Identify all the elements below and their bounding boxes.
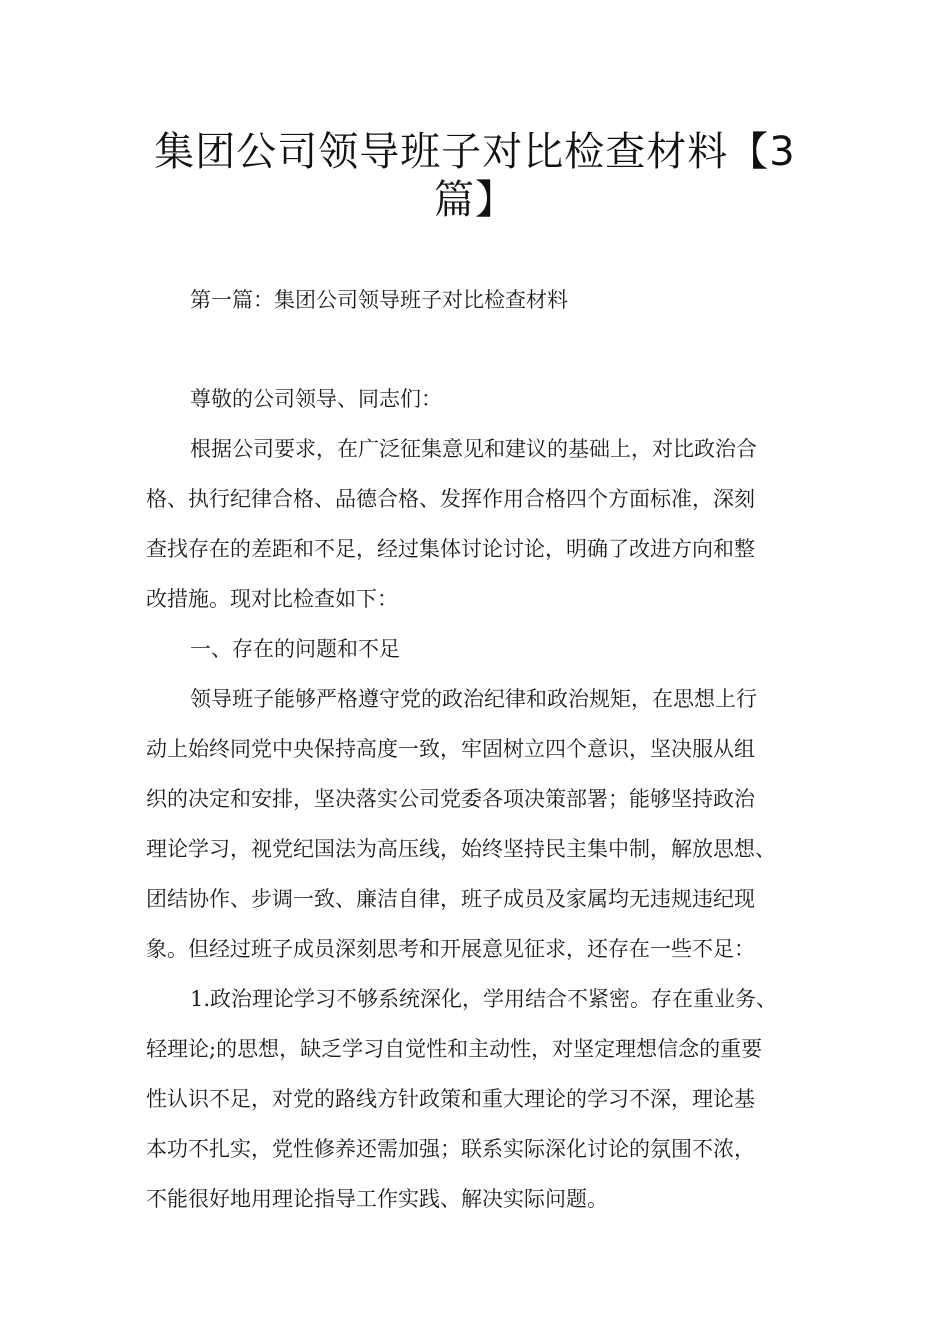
- body-line: 根据公司要求，在广泛征集意见和建议的基础上，对比政治合: [190, 437, 757, 461]
- body-line: 性认识不足，对党的路线方针政策和重大理论的学习不深，理论基: [146, 1087, 755, 1111]
- body-line: 领导班子能够严格遵守党的政治纪律和政治规矩，在思想上行: [190, 687, 757, 711]
- body-line: 查找存在的差距和不足，经过集体讨论讨论，明确了改进方向和整: [146, 537, 755, 561]
- body-line: 格、执行纪律合格、品德合格、发挥作用合格四个方面标准，深刻: [146, 487, 755, 511]
- body-line: 不能很好地用理论指导工作实践、解决实际问题。: [146, 1187, 608, 1211]
- body-line: 本功不扎实，党性修养还需加强；联系实际深化讨论的氛围不浓，: [146, 1137, 755, 1161]
- body-line: 织的决定和安排，坚决落实公司党委各项决策部署；能够坚持政治: [146, 787, 755, 811]
- body-line: 团结协作、步调一致、廉洁自律，班子成员及家属均无违规违纪现: [146, 887, 755, 911]
- body-line: 改措施。现对比检查如下：: [146, 587, 398, 611]
- document-title: [120, 128, 830, 224]
- section-subheading: 第一篇：集团公司领导班子对比检查材料: [190, 288, 568, 312]
- body-line: 轻理论;的思想，缺乏学习自觉性和主动性，对坚定理想信念的重要: [146, 1037, 763, 1061]
- body-line: 理论学习，视党纪国法为高压线，始终坚持民主集中制，解放思想、: [146, 837, 776, 861]
- body-line: 1.政治理论学习不够系统深化，学用结合不紧密。存在重业务、: [190, 987, 778, 1011]
- salutation-line: 尊敬的公司领导、同志们：: [190, 387, 442, 411]
- body-line: 动上始终同党中央保持高度一致，牢固树立四个意识，坚决服从组: [146, 737, 755, 761]
- body-line: 象。但经过班子成员深刻思考和开展意见征求，还存在一些不足：: [146, 937, 755, 961]
- title-line-1: 集团公司领导班子对比检查材料【3: [154, 129, 796, 175]
- title-line-2: 篇】: [434, 177, 516, 223]
- section-heading-1: 一、存在的问题和不足: [190, 637, 400, 661]
